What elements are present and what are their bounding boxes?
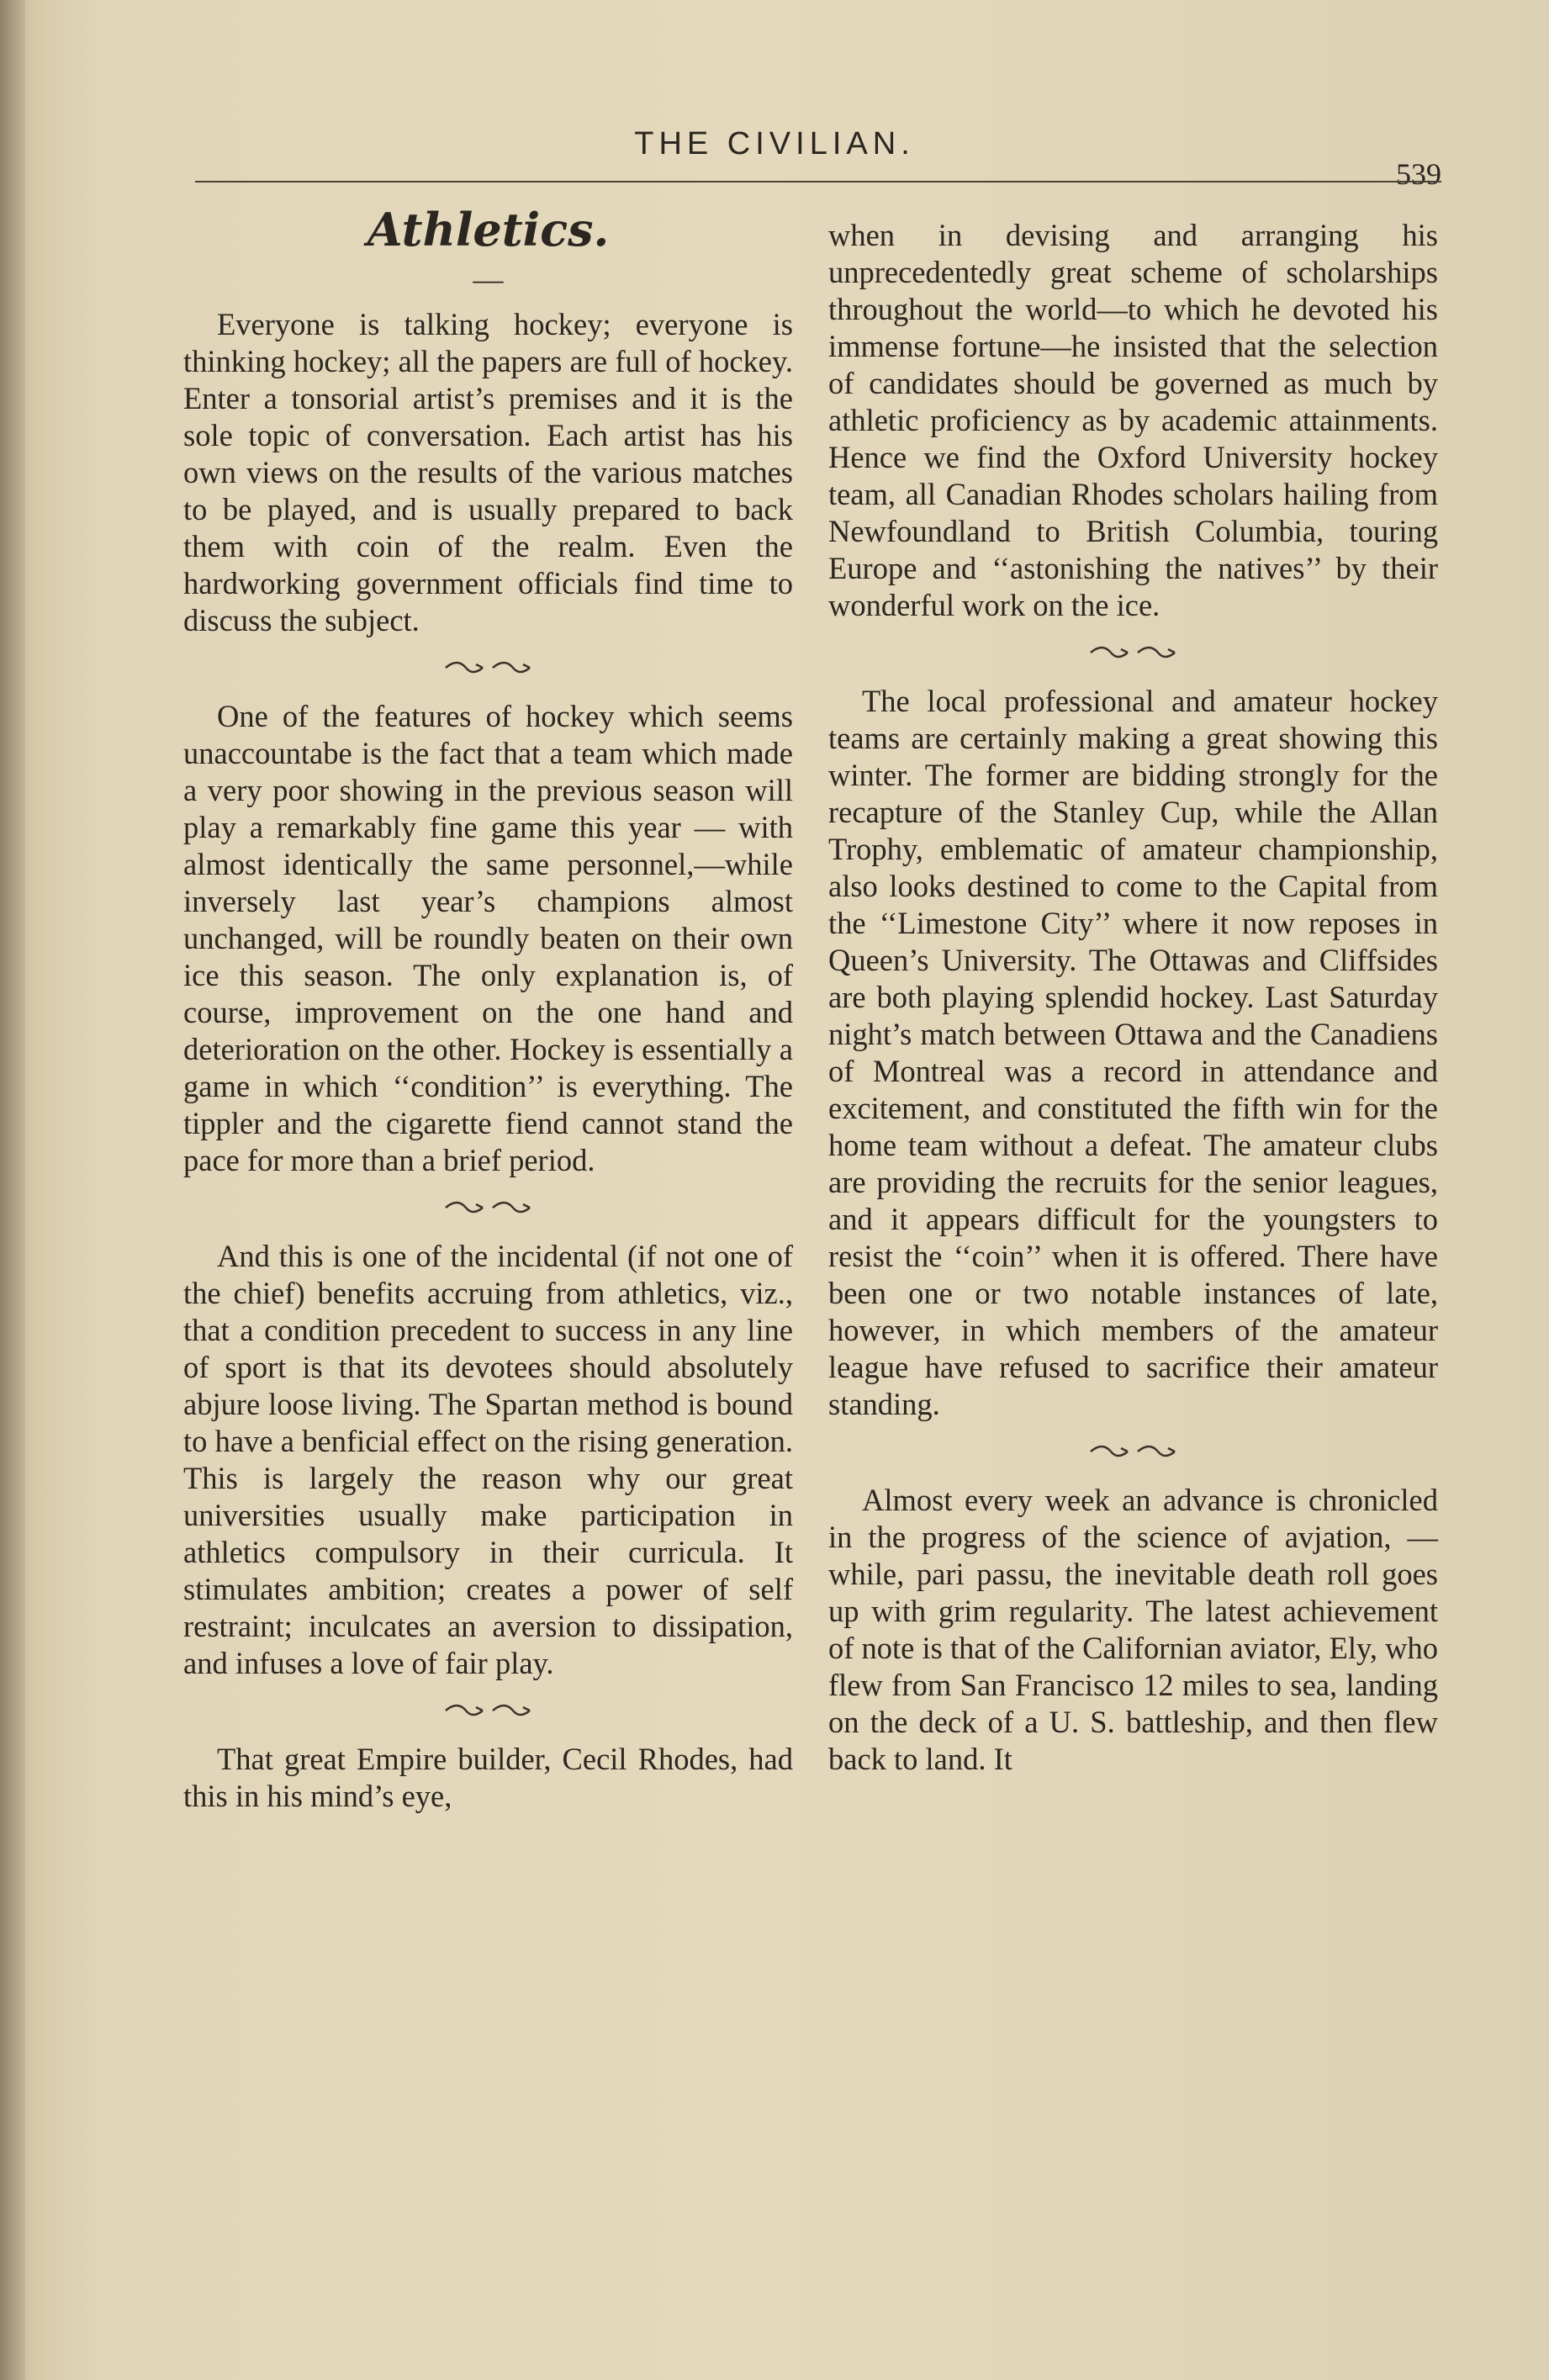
paragraph: The local professional and amateur hockey teams are certainly making a great showing this winter. The former are bidding strongly for the recapture of the Stanley Cup, while the Allan Trophy, emblematic of amateur championship, also looks destined to come to the Capital from the ‘‘Limestone City’’ where it now reposes in Queen’s University. The Ottawas and Cliffsides are both playing splendid hockey. Last Saturday night’s match between Ottawa and the Canadiens of Montreal was a record in attendance and excitement, and constituted the fifth win for the home team without a defeat. The amateur clubs are providing the recruits for the senior leagues, and it appears difficult for the youngsters to resist the ‘‘coin’’ when it is offered. There have been one or two notable instances of late, however, in which members of the amateur league have refused to sacrifice their amateur standing. bbox=[828, 684, 1438, 1421]
page-number: 539 bbox=[1396, 157, 1441, 191]
double-swirl-ornament-icon bbox=[828, 636, 1438, 661]
paragraph: Everyone is talking hockey; everyone is thinking hockey; all the papers are full of hockey. Enter a tonsorial artist’s premises and it is the sole topic of conversation. Each artist has his own views on the results of the various matches to be played, and is usually prepared to back them with coin of the realm. Even the hardworking government officials find time to discuss the subject. bbox=[183, 307, 793, 637]
double-swirl-ornament-icon bbox=[183, 1191, 793, 1216]
double-swirl-ornament-icon bbox=[183, 1694, 793, 1719]
double-swirl-ornament-icon bbox=[183, 651, 793, 676]
heading-dash: — bbox=[473, 262, 504, 296]
right-column bbox=[828, 217, 1438, 1778]
section-heading: Athletics. bbox=[367, 203, 610, 257]
paragraph: That great Empire builder, Cecil Rhodes, had this in his mind’s eye, bbox=[183, 1742, 793, 1813]
paragraph: Almost every week an advance is chronicled in the progress of the science of avjation, — while, pari passu, the inevitable death roll goes up with grim regularity. The latest achievement of note is that of the Californian aviator, Ely, who flew from San Francisco 12 miles to sea, landing on the deck of a U. S. battleship, and then flew back to land. It bbox=[828, 1483, 1438, 1776]
header-rule bbox=[195, 181, 1441, 182]
paragraph: when in devising and arranging his unprecedentedly great scheme of scholarships throughout the world—to which he devoted his immense fortune—he insisted that the selection of candidates should be governed as much by athletic proficiency as by academic attainments. Hence we find the Oxford University hockey team, all Canadian Rhodes scholars hailing from Newfoundland to British Columbia, touring Europe and ‘‘astonishing the natives’’ by their wonderful work on the ice. bbox=[828, 218, 1438, 622]
double-swirl-ornament-icon bbox=[828, 1435, 1438, 1460]
running-head: THE CIVILIAN. bbox=[634, 126, 915, 161]
paragraph: And this is one of the incidental (if not one of the chief) benefits accruing from athletics, viz., that a condition precedent to success in any line of sport is that its devotees should absolutely abjure loose living. The Spartan method is bound to have a benficial effect on the rising generation. This is largely the reason why our great universities usually make participation in athletics compulsory in their curricula. It stimulates ambition; creates a power of self restraint; inculcates an aversion to dissipation, and infuses a love of fair play. bbox=[183, 1239, 793, 1680]
left-column bbox=[183, 202, 793, 1815]
paragraph: One of the features of hockey which seems unaccountabe is the fact that a team which made a very poor showing in the previous season will play a remarkably fine game this year — with almost identically the same personnel,—while inversely last year’s champions almost unchanged, will be roundly beaten on their own ice this season. The only explanation is, of course, improvement on the one hand and deterioration on the other. Hockey is essentially a game in which ‘‘condition’’ is everything. The tippler and the cigarette fiend cannot stand the pace for more than a brief period. bbox=[183, 699, 793, 1177]
binding-gutter bbox=[0, 0, 25, 2380]
